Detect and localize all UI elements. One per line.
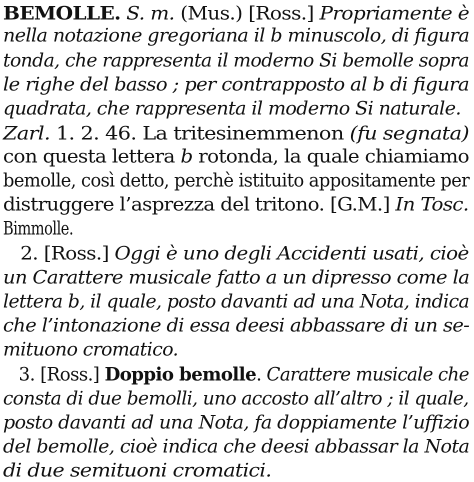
entry-line-16 (3, 362, 469, 386)
definition-text: che l’intonazione di essa deesi abbassare di un se- (3, 313, 470, 337)
citation-text: rotonda, la quale chiamiamo (192, 144, 469, 168)
definition-text: un Carattere musicale fatto a un dipresso come la (3, 265, 470, 289)
entry-line-9 (3, 192, 469, 216)
entry-line-3 (3, 48, 469, 72)
entry-line-11 (3, 241, 469, 265)
definition-text: le righe del basso ; per contrapposto al b di figura (3, 72, 470, 96)
citation-text: distruggere l’asprezza del tritono. [G.M.] (3, 192, 396, 216)
sense-number: 3. [Ross.] (3, 362, 105, 386)
definition-text: consta di due bemolli, uno accosto all’altro ; il quale, (3, 386, 469, 410)
definition-text: posto davanti ad una Nota, fa doppiamente l’uffizio (3, 410, 470, 434)
citation: Zarl. (3, 121, 50, 145)
entry-line-18 (3, 410, 469, 434)
headword: BEMOLLE. (3, 1, 121, 25)
entry-line-19 (3, 434, 469, 458)
entry-line-10 (3, 216, 73, 240)
entry-line-12 (3, 265, 469, 289)
definition-text: quadrata, che rappresenta il moderno Si naturale. (3, 96, 461, 120)
variant-form: Bimmolle. (3, 216, 74, 240)
entry-line-4 (3, 72, 469, 96)
source-label: (Mus.) [Ross.] (174, 1, 320, 25)
definition-text: Carattere musicale che (266, 362, 469, 386)
definition-text: di due semituoni cromatici. (3, 458, 272, 482)
definition-text: Propriamente è (319, 1, 470, 25)
subentry-headword: Doppio bemolle (104, 362, 257, 386)
definition-text: tonda, che rappresenta il moderno Si bemolle sopra (3, 48, 469, 72)
entry-line-17 (3, 386, 469, 410)
entry-line-20 (3, 458, 271, 482)
definition-text: del bemolle, cioè indica che deesi abbassar la Nota (3, 434, 470, 458)
citation-text: 1. 2. 46. La tritesinemmenon (49, 121, 350, 145)
entry-line-6 (3, 121, 469, 145)
sense-number: 2. [Ross.] (3, 241, 115, 265)
entry-line-15 (3, 337, 178, 361)
letter-b: b (180, 144, 193, 168)
citation-text: bemolle, così detto, perchè istituito appositamente per (3, 168, 470, 192)
regional-label: In Tosc. (395, 192, 469, 216)
citation-text: con questa lettera (3, 144, 181, 168)
entry-line-13 (3, 289, 469, 313)
definition-text: Oggi è uno degli Accidenti usati, cioè (114, 241, 469, 265)
entry-line-7 (3, 144, 469, 168)
definition-text: nella notazione gregoriana il b minuscolo, di figura (3, 23, 470, 47)
entry-line-5 (3, 96, 461, 120)
definition-text: mituono cromatico. (3, 337, 179, 361)
entry-line-1 (3, 1, 469, 25)
definition-text: lettera b, il quale, posto davanti ad una Nota, indica (3, 289, 470, 313)
citation-note: (fu segnata) (349, 121, 469, 145)
entry-line-2 (3, 23, 469, 47)
line-text: . (256, 362, 267, 386)
entry-line-14 (3, 313, 469, 337)
grammar-label: S. m. (126, 1, 175, 25)
entry-line-8 (3, 168, 469, 192)
